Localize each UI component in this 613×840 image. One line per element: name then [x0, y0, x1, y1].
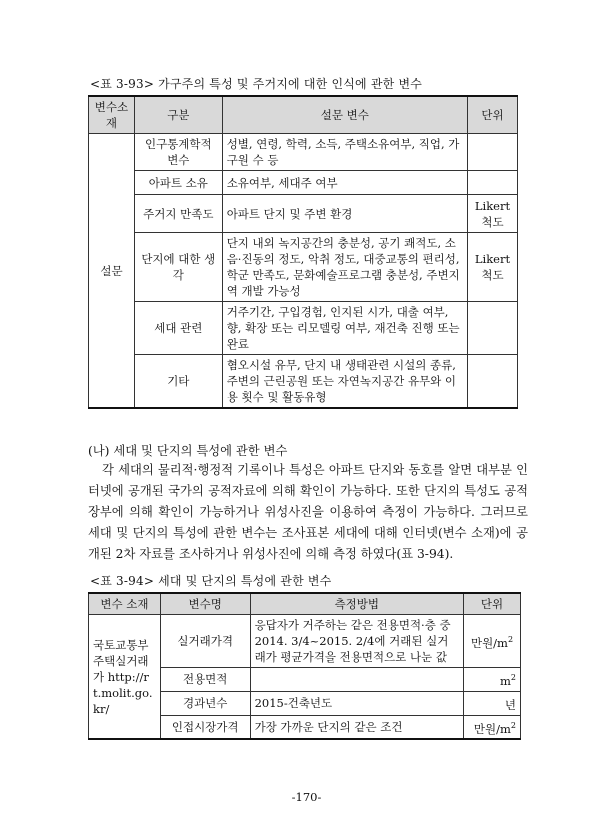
- row-method: 2015-건축년도: [250, 691, 463, 715]
- source-cell: 국토교통부 주택실거래가 http://rt.molit.go.kr/: [89, 615, 161, 740]
- row-category: 세대 관련: [134, 302, 222, 355]
- table-row: [89, 233, 518, 302]
- section-paragraph: 각 세대의 물리적·행정적 기록이나 특성은 아파트 단지와 동호를 알면 대부분 인터넷에 공개된 국가의 공적자료에 의해 확인이 가능하다. 또한 단지의 특성도 공적장부에 의해 확인이 가능하거나 위성사진을 이용하여 측정이 가능하다. 그러므로 세대 및 단지의 특성에 관한 변수는 조사표본 세대에 대해 인터넷(변수 소재)에 공개된 2차 자료를 조사하거나 위성사진에 의해 측정 하였다(표 3-94).: [88, 463, 528, 561]
- row-unit: Likert 척도: [467, 195, 517, 233]
- row-name: 인접시장가격: [160, 715, 250, 739]
- row-category: 단지에 대한 생각: [134, 233, 222, 302]
- row-variables: 성별, 연령, 학력, 소득, 주택소유여부, 직업, 가구원 수 등: [222, 134, 467, 171]
- row-method: 응답자가 거주하는 같은 전용면적·층 중 2014. 3/4~2015. 2/4에 거래된 실거래가 평균가격을 전용면적으로 나눈 값: [250, 615, 463, 668]
- unit-complex-variables-table: [88, 592, 521, 740]
- unit-text: 만원/m: [473, 721, 511, 736]
- row-method: 가장 가까운 단지의 같은 조건: [250, 715, 463, 739]
- unit-text: 년: [504, 697, 516, 712]
- row-category: 주거지 만족도: [134, 195, 222, 233]
- header-variables: 설문 변수: [222, 96, 467, 134]
- unit-text: m: [500, 673, 511, 688]
- household-variables-table: [88, 95, 518, 409]
- row-variables: 소유여부, 세대주 여부: [222, 171, 467, 195]
- row-name: 전용면적: [160, 668, 250, 692]
- row-unit: [464, 668, 521, 692]
- row-unit: [467, 302, 517, 355]
- row-unit: [464, 691, 521, 715]
- header-method: 측정방법: [250, 593, 463, 615]
- row-unit: [467, 355, 517, 409]
- row-unit: [464, 715, 521, 739]
- row-variables: 혐오시설 유무, 단지 내 생태관련 시설의 종류, 주변의 근린공원 또는 자연녹지공간 유무와 이용 횟수 및 활동유형: [222, 355, 467, 409]
- table-row: [89, 195, 518, 233]
- row-unit: Likert 척도: [467, 233, 517, 302]
- row-method: [250, 668, 463, 692]
- row-variables: 아파트 단지 및 주변 환경: [222, 195, 467, 233]
- header-category: 구분: [134, 96, 222, 134]
- row-unit: [464, 615, 521, 668]
- table-row: [89, 134, 518, 171]
- header-unit: 단위: [464, 593, 521, 615]
- unit-superscript: 2: [507, 634, 514, 644]
- table-row: [89, 302, 518, 355]
- unit-text: 만원/m: [470, 635, 508, 650]
- row-category: 기타: [134, 355, 222, 409]
- page-number: -170-: [291, 790, 322, 804]
- row-unit: [467, 171, 517, 195]
- row-variables: 거주기간, 구입경험, 인지된 시가, 대출 여부, 향, 확장 또는 리모델링 여부, 재건축 진행 또는 완료: [222, 302, 467, 355]
- table1-caption: <표 3-93> 가구주의 특성 및 주거지에 대한 인식에 관한 변수: [90, 77, 423, 91]
- group-label: 설문: [89, 134, 135, 409]
- unit-superscript: 2: [510, 673, 516, 682]
- table-row: [89, 355, 518, 409]
- row-category: 아파트 소유: [134, 171, 222, 195]
- table2-caption: <표 3-94> 세대 및 단지의 특성에 관한 변수: [90, 574, 332, 588]
- row-name: 실거래가격: [160, 615, 250, 668]
- header-name: 변수명: [160, 593, 250, 615]
- table-header-row: [89, 593, 521, 615]
- table-row: [89, 171, 518, 195]
- section-body: [88, 460, 528, 565]
- section-heading: (나) 세대 및 단지의 특성에 관한 변수: [88, 444, 288, 458]
- header-unit: 단위: [467, 96, 517, 134]
- row-unit: [467, 134, 517, 171]
- header-source: 변수 소재: [89, 593, 161, 615]
- row-name: 경과년수: [160, 691, 250, 715]
- table-row: [89, 615, 521, 668]
- row-variables: 단지 내외 녹지공간의 충분성, 공기 쾌적도, 소음·진동의 정도, 악취 정도, 대중교통의 편리성, 학군 만족도, 문화예술프로그램 충분성, 주변지역 개발 가능성: [222, 233, 467, 302]
- table-header-row: [89, 96, 518, 134]
- header-source: 변수소재: [89, 96, 135, 134]
- unit-superscript: 2: [510, 720, 516, 730]
- row-category: 인구통계학적 변수: [134, 134, 222, 171]
